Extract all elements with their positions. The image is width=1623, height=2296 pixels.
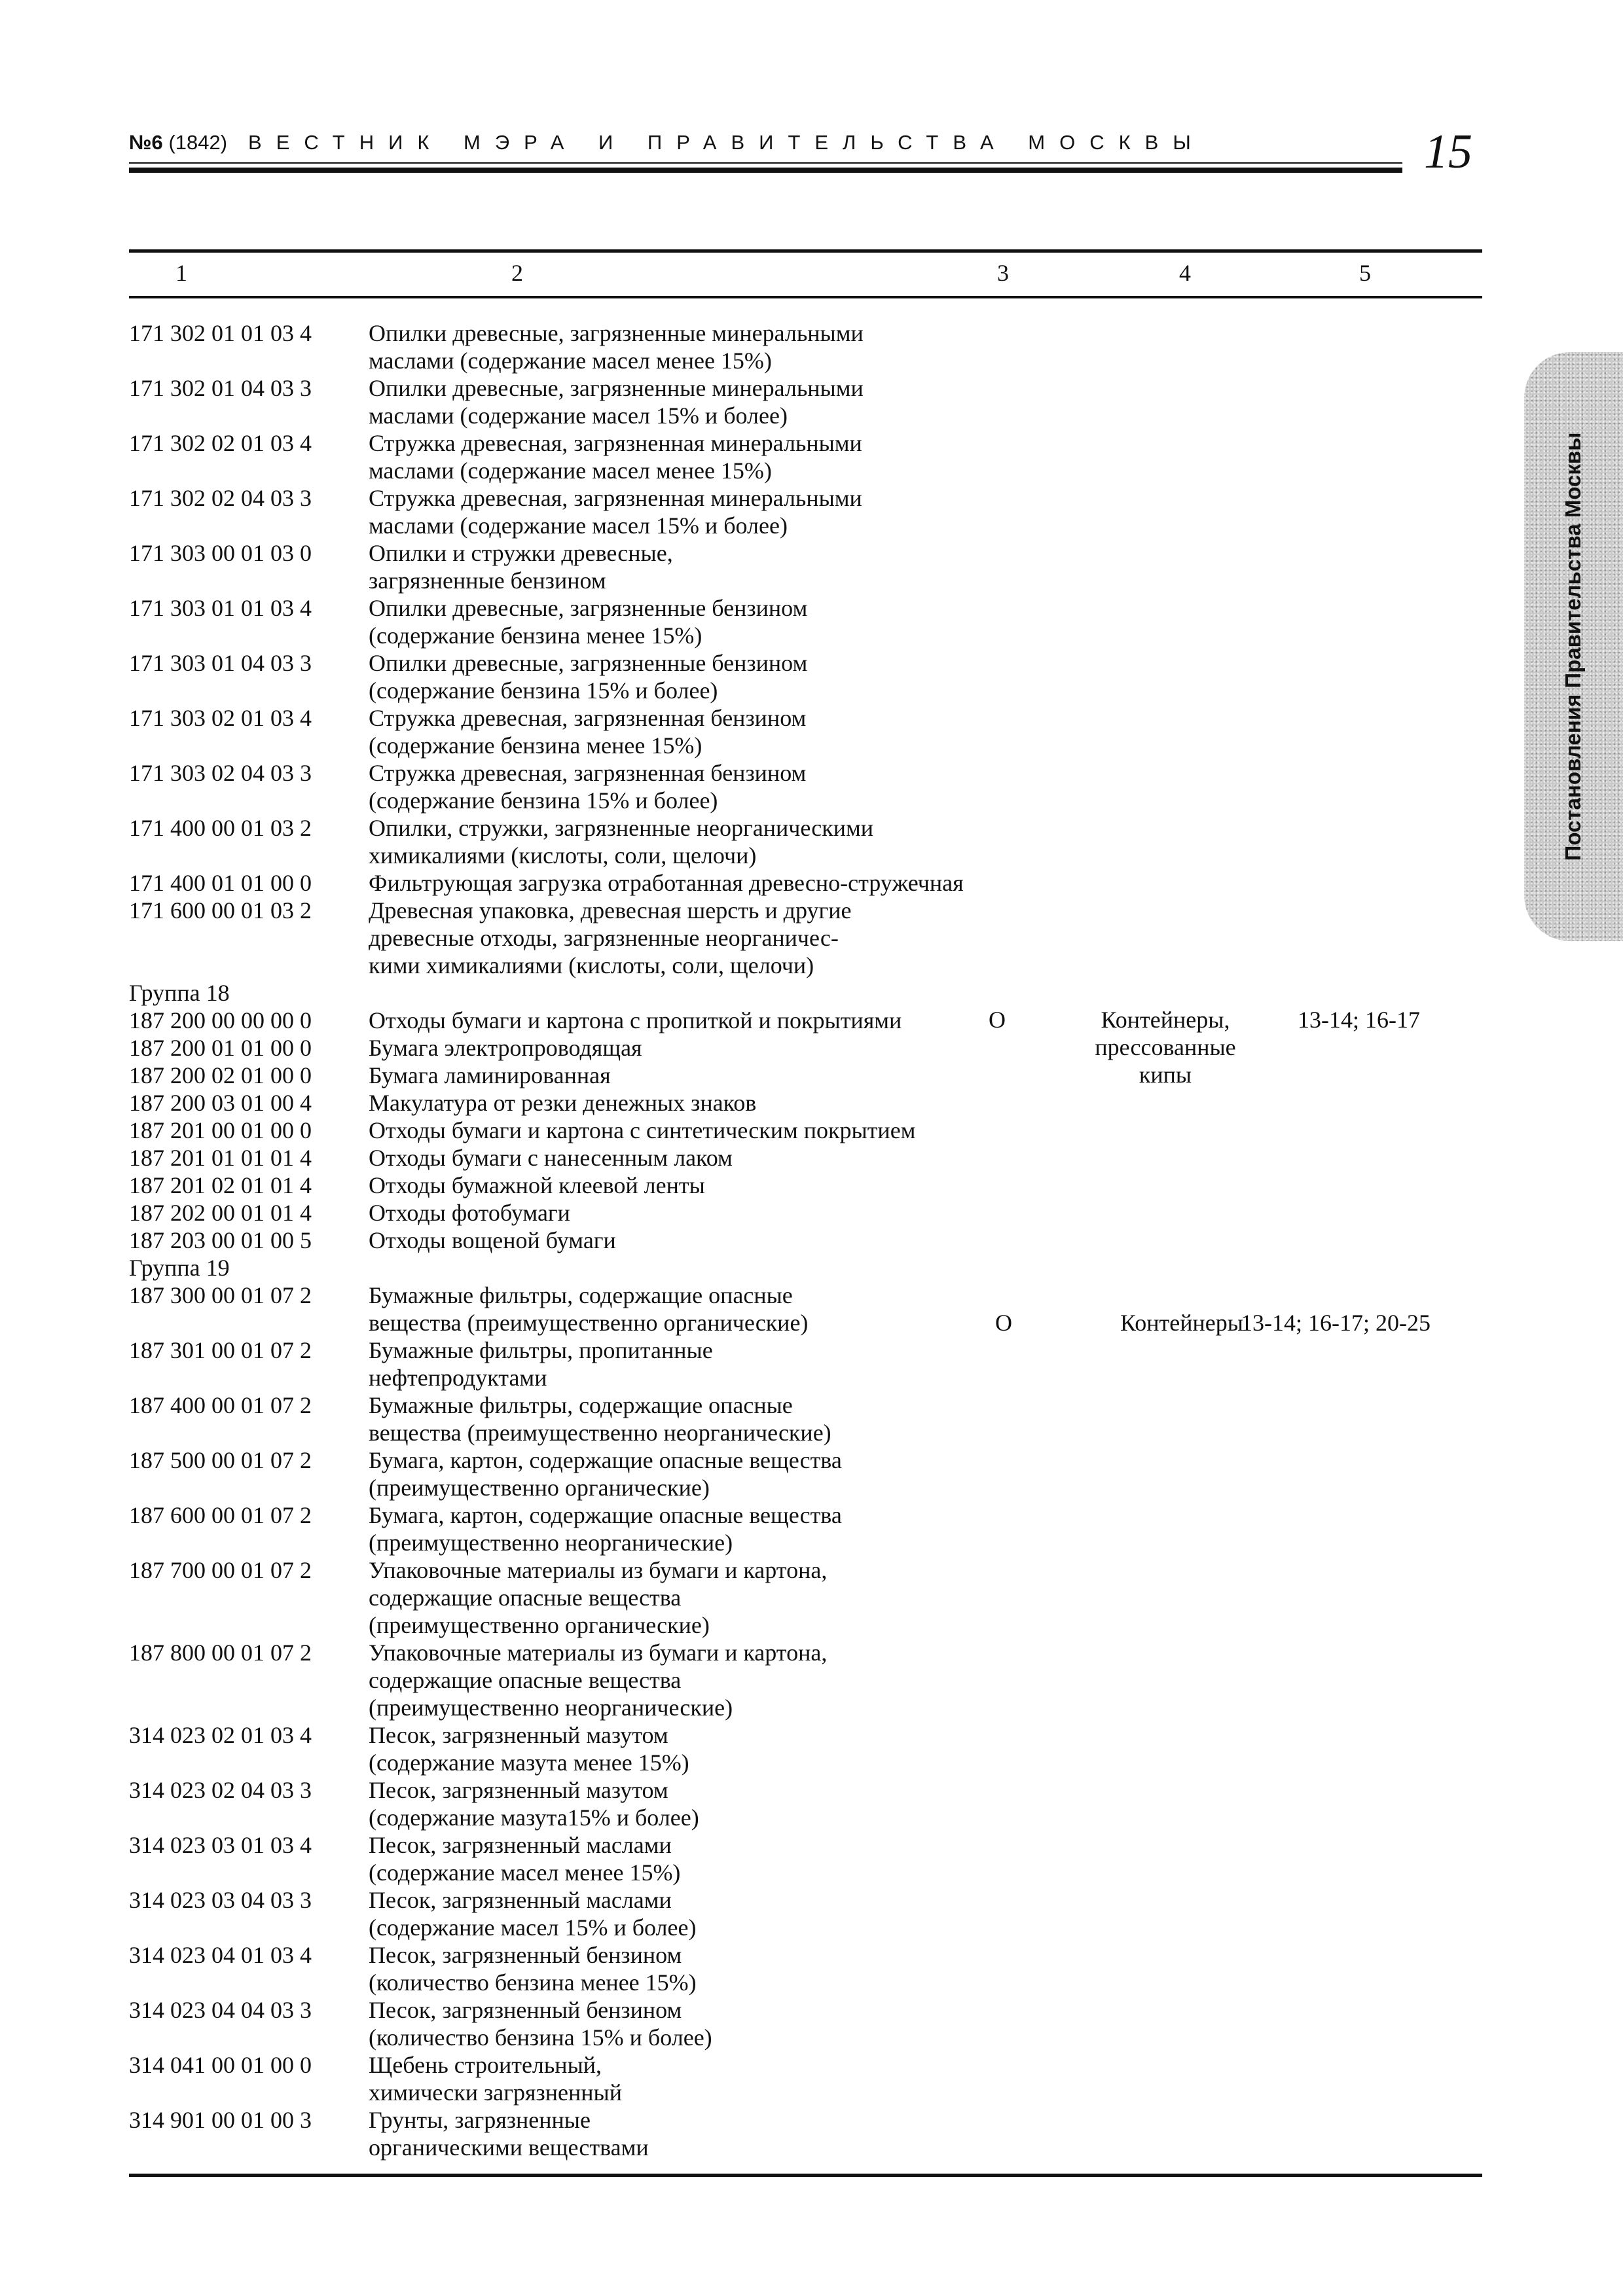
waste-description: Песок, загрязненный маслами (содержание масел менее 15%) <box>369 1832 681 1886</box>
table-row <box>129 1996 1482 2051</box>
table-row <box>129 1199 1482 1227</box>
waste-description: Древесная упаковка, древесная шерсть и другие древесные отходы, загрязненные неорганичес- кими химикалиями (кислоты, соли, щелочи) <box>369 897 852 978</box>
group18-col5: 13-14; 16-17 <box>1298 1007 1420 1033</box>
waste-description: Макулатура от резки денежных знаков <box>369 1090 757 1116</box>
waste-code: 187 300 00 01 07 2 <box>129 1282 312 1308</box>
waste-description: Бумага ламинированная <box>369 1062 611 1088</box>
group-heading-label: Группа 18 <box>129 980 230 1006</box>
table-row <box>129 814 1482 869</box>
waste-description: Песок, загрязненный маслами (содержание масел 15% и более) <box>369 1887 697 1941</box>
waste-description: Фильтрующая загрузка отработанная древесно-стружечная <box>369 870 964 896</box>
waste-description: Отходы бумаги с нанесенным лаком <box>369 1145 733 1171</box>
running-header <box>129 125 1484 179</box>
table-row <box>129 869 1482 897</box>
table-row <box>129 1391 1482 1446</box>
waste-description: Упаковочные материалы из бумаги и картона, содержащие опасные вещества (преимущественно органические) <box>369 1557 828 1638</box>
waste-code: 171 303 00 01 03 0 <box>129 540 312 566</box>
issue-number: №6 <box>129 131 163 154</box>
column-header-3: 3 <box>997 260 1009 286</box>
waste-description: Опилки древесные, загрязненные бензином (содержание бензина менее 15%) <box>369 595 808 649</box>
waste-code: 187 201 01 01 01 4 <box>129 1145 312 1171</box>
waste-description: Опилки древесные, загрязненные минеральными маслами (содержание масел менее 15%) <box>369 320 864 374</box>
waste-code: 171 302 02 04 03 3 <box>129 485 312 511</box>
column-header-5: 5 <box>1359 260 1371 286</box>
waste-description: Отходы фотобумаги <box>369 1200 570 1226</box>
waste-code: 187 200 02 01 00 0 <box>129 1062 312 1088</box>
table-top-rule <box>129 249 1482 253</box>
waste-description: Отходы бумажной клеевой ленты <box>369 1172 705 1198</box>
waste-code: 171 303 01 04 03 3 <box>129 650 312 676</box>
waste-description: Песок, загрязненный бензином (количество бензина менее 15%) <box>369 1942 697 1996</box>
waste-description: Песок, загрязненный мазутом (содержание мазута15% и более) <box>369 1777 699 1831</box>
table-row <box>129 1776 1482 1831</box>
waste-description: Опилки древесные, загрязненные минеральными маслами (содержание масел 15% и более) <box>369 375 864 429</box>
waste-code: 314 041 00 01 00 0 <box>129 2052 312 2078</box>
waste-code: 187 200 00 00 00 0 <box>129 1007 312 1033</box>
group19-col4: Контейнеры <box>1120 1310 1243 1336</box>
waste-code: 314 901 00 01 00 3 <box>129 2107 312 2133</box>
group-heading <box>129 1254 1482 1282</box>
waste-description: Опилки, стружки, загрязненные неорганическими химикалиями (кислоты, соли, щелочи) <box>369 815 874 869</box>
waste-code: 187 203 00 01 00 5 <box>129 1227 312 1253</box>
group19-col3: О <box>995 1310 1012 1336</box>
header-line <box>129 130 1205 156</box>
waste-code: 187 500 00 01 07 2 <box>129 1447 312 1473</box>
waste-description: Стружка древесная, загрязненная бензином (содержание бензина менее 15%) <box>369 705 807 759</box>
waste-description: Опилки древесные, загрязненные бензином (содержание бензина 15% и более) <box>369 650 808 704</box>
waste-description: Упаковочные материалы из бумаги и картона, содержащие опасные вещества (преимущественно неорганические) <box>369 1640 828 1721</box>
waste-code: 171 303 02 04 03 3 <box>129 760 312 786</box>
table-row <box>129 1227 1482 1254</box>
table-row <box>129 1144 1482 1172</box>
waste-code: 187 201 00 01 00 0 <box>129 1117 312 1143</box>
table-row <box>129 1089 1482 1117</box>
column-header-1: 1 <box>175 260 187 286</box>
group18-col3: О <box>989 1007 1006 1033</box>
table-row <box>129 319 1482 374</box>
waste-description: Отходы бумаги и картона с пропиткой и покрытиями <box>369 1007 902 1033</box>
table-row <box>129 1007 1482 1034</box>
header-rule-thin <box>129 162 1402 164</box>
table-row <box>129 2051 1482 2106</box>
table-row <box>129 1336 1482 1391</box>
waste-description: Бумажные фильтры, содержащие опасные вещества (преимущественно органические) <box>369 1282 809 1336</box>
waste-code: 171 302 01 04 03 3 <box>129 375 312 401</box>
waste-code: 171 600 00 01 03 2 <box>129 897 312 924</box>
group19-col5: 13-14; 16-17; 20-25 <box>1241 1310 1431 1336</box>
column-header-4: 4 <box>1179 260 1191 286</box>
waste-description: Стружка древесная, загрязненная бензином (содержание бензина 15% и более) <box>369 760 807 814</box>
table-row <box>129 1941 1482 1996</box>
table-row <box>129 484 1482 539</box>
waste-description: Грунты, загрязненные органическими веществами <box>369 2107 649 2161</box>
waste-code: 171 303 01 01 03 4 <box>129 595 312 621</box>
waste-description: Отходы бумаги и картона с синтетическим покрытием <box>369 1117 916 1143</box>
waste-description: Опилки и стружки древесные, загрязненные бензином <box>369 540 673 594</box>
table-header-rule <box>129 296 1482 298</box>
waste-description: Бумага, картон, содержащие опасные вещества (преимущественно неорганические) <box>369 1502 842 1556</box>
column-header-2: 2 <box>511 260 523 286</box>
table-row <box>129 1721 1482 1776</box>
waste-code: 314 023 03 01 03 4 <box>129 1832 312 1858</box>
waste-code: 171 400 00 01 03 2 <box>129 815 312 841</box>
waste-code: 314 023 02 04 03 3 <box>129 1777 312 1803</box>
waste-code: 187 301 00 01 07 2 <box>129 1337 312 1363</box>
journal-title: ВЕСТНИК МЭРА И ПРАВИТЕЛЬСТВА МОСКВЫ <box>248 131 1205 154</box>
group-heading-label: Группа 19 <box>129 1255 230 1281</box>
table-row <box>129 897 1482 979</box>
table-bottom-rule <box>129 2174 1482 2177</box>
waste-code: 187 600 00 01 07 2 <box>129 1502 312 1528</box>
group-heading <box>129 979 1482 1007</box>
waste-code: 171 302 02 01 03 4 <box>129 430 312 456</box>
waste-description: Бумажные фильтры, содержащие опасные вещества (преимущественно неорганические) <box>369 1392 831 1446</box>
waste-description: Стружка древесная, загрязненная минеральными маслами (содержание масел 15% и более) <box>369 485 862 539</box>
waste-description: Песок, загрязненный мазутом (содержание мазута менее 15%) <box>369 1722 689 1776</box>
waste-code: 187 202 00 01 01 4 <box>129 1200 312 1226</box>
waste-description: Бумага электропроводящая <box>369 1035 642 1061</box>
table-row <box>129 429 1482 484</box>
table-row <box>129 1886 1482 1941</box>
waste-code: 187 200 01 01 00 0 <box>129 1035 312 1061</box>
page-number: 15 <box>1424 125 1472 179</box>
waste-code: 171 400 01 01 00 0 <box>129 870 312 896</box>
issue-total: (1842) <box>168 131 228 154</box>
waste-description: Отходы вощеной бумаги <box>369 1227 616 1253</box>
waste-code: 171 303 02 01 03 4 <box>129 705 312 731</box>
section-side-tab-label: Постановления Правительства Москвы <box>1561 432 1585 861</box>
table-row <box>129 1446 1482 1501</box>
table-row <box>129 1831 1482 1886</box>
table-row <box>129 374 1482 429</box>
waste-code: 314 023 03 04 03 3 <box>129 1887 312 1913</box>
waste-code: 314 023 04 01 03 4 <box>129 1942 312 1968</box>
waste-code: 187 400 00 01 07 2 <box>129 1392 312 1418</box>
table-row <box>129 594 1482 649</box>
waste-code: 187 201 02 01 01 4 <box>129 1172 312 1198</box>
table-row <box>129 539 1482 594</box>
waste-code: 314 023 02 01 03 4 <box>129 1722 312 1748</box>
table-row <box>129 1062 1482 1089</box>
header-rule-thick <box>129 168 1402 173</box>
table-row <box>129 1034 1482 1062</box>
section-side-tab <box>1524 352 1623 941</box>
group18-col4: Контейнеры, прессованные кипы <box>1095 1007 1236 1088</box>
waste-description: Бумажные фильтры, пропитанные нефтепродуктами <box>369 1337 713 1391</box>
waste-description: Щебень строительный, химически загрязненный <box>369 2052 622 2106</box>
waste-code: 187 800 00 01 07 2 <box>129 1640 312 1666</box>
table-row <box>129 759 1482 814</box>
table-row <box>129 1117 1482 1144</box>
table-body <box>129 319 1482 2161</box>
waste-code: 187 200 03 01 00 4 <box>129 1090 312 1116</box>
table-row <box>129 704 1482 759</box>
waste-code: 187 700 00 01 07 2 <box>129 1557 312 1583</box>
table-row <box>129 1639 1482 1721</box>
waste-description: Стружка древесная, загрязненная минеральными маслами (содержание масел менее 15%) <box>369 430 862 484</box>
table-row <box>129 1172 1482 1199</box>
waste-description: Бумага, картон, содержащие опасные вещества (преимущественно органические) <box>369 1447 842 1501</box>
table-row <box>129 2106 1482 2161</box>
waste-code: 171 302 01 01 03 4 <box>129 320 312 346</box>
table-row <box>129 1501 1482 1556</box>
table-row <box>129 649 1482 704</box>
waste-description: Песок, загрязненный бензином (количество бензина 15% и более) <box>369 1997 712 2051</box>
table-row <box>129 1556 1482 1639</box>
waste-code: 314 023 04 04 03 3 <box>129 1997 312 2023</box>
